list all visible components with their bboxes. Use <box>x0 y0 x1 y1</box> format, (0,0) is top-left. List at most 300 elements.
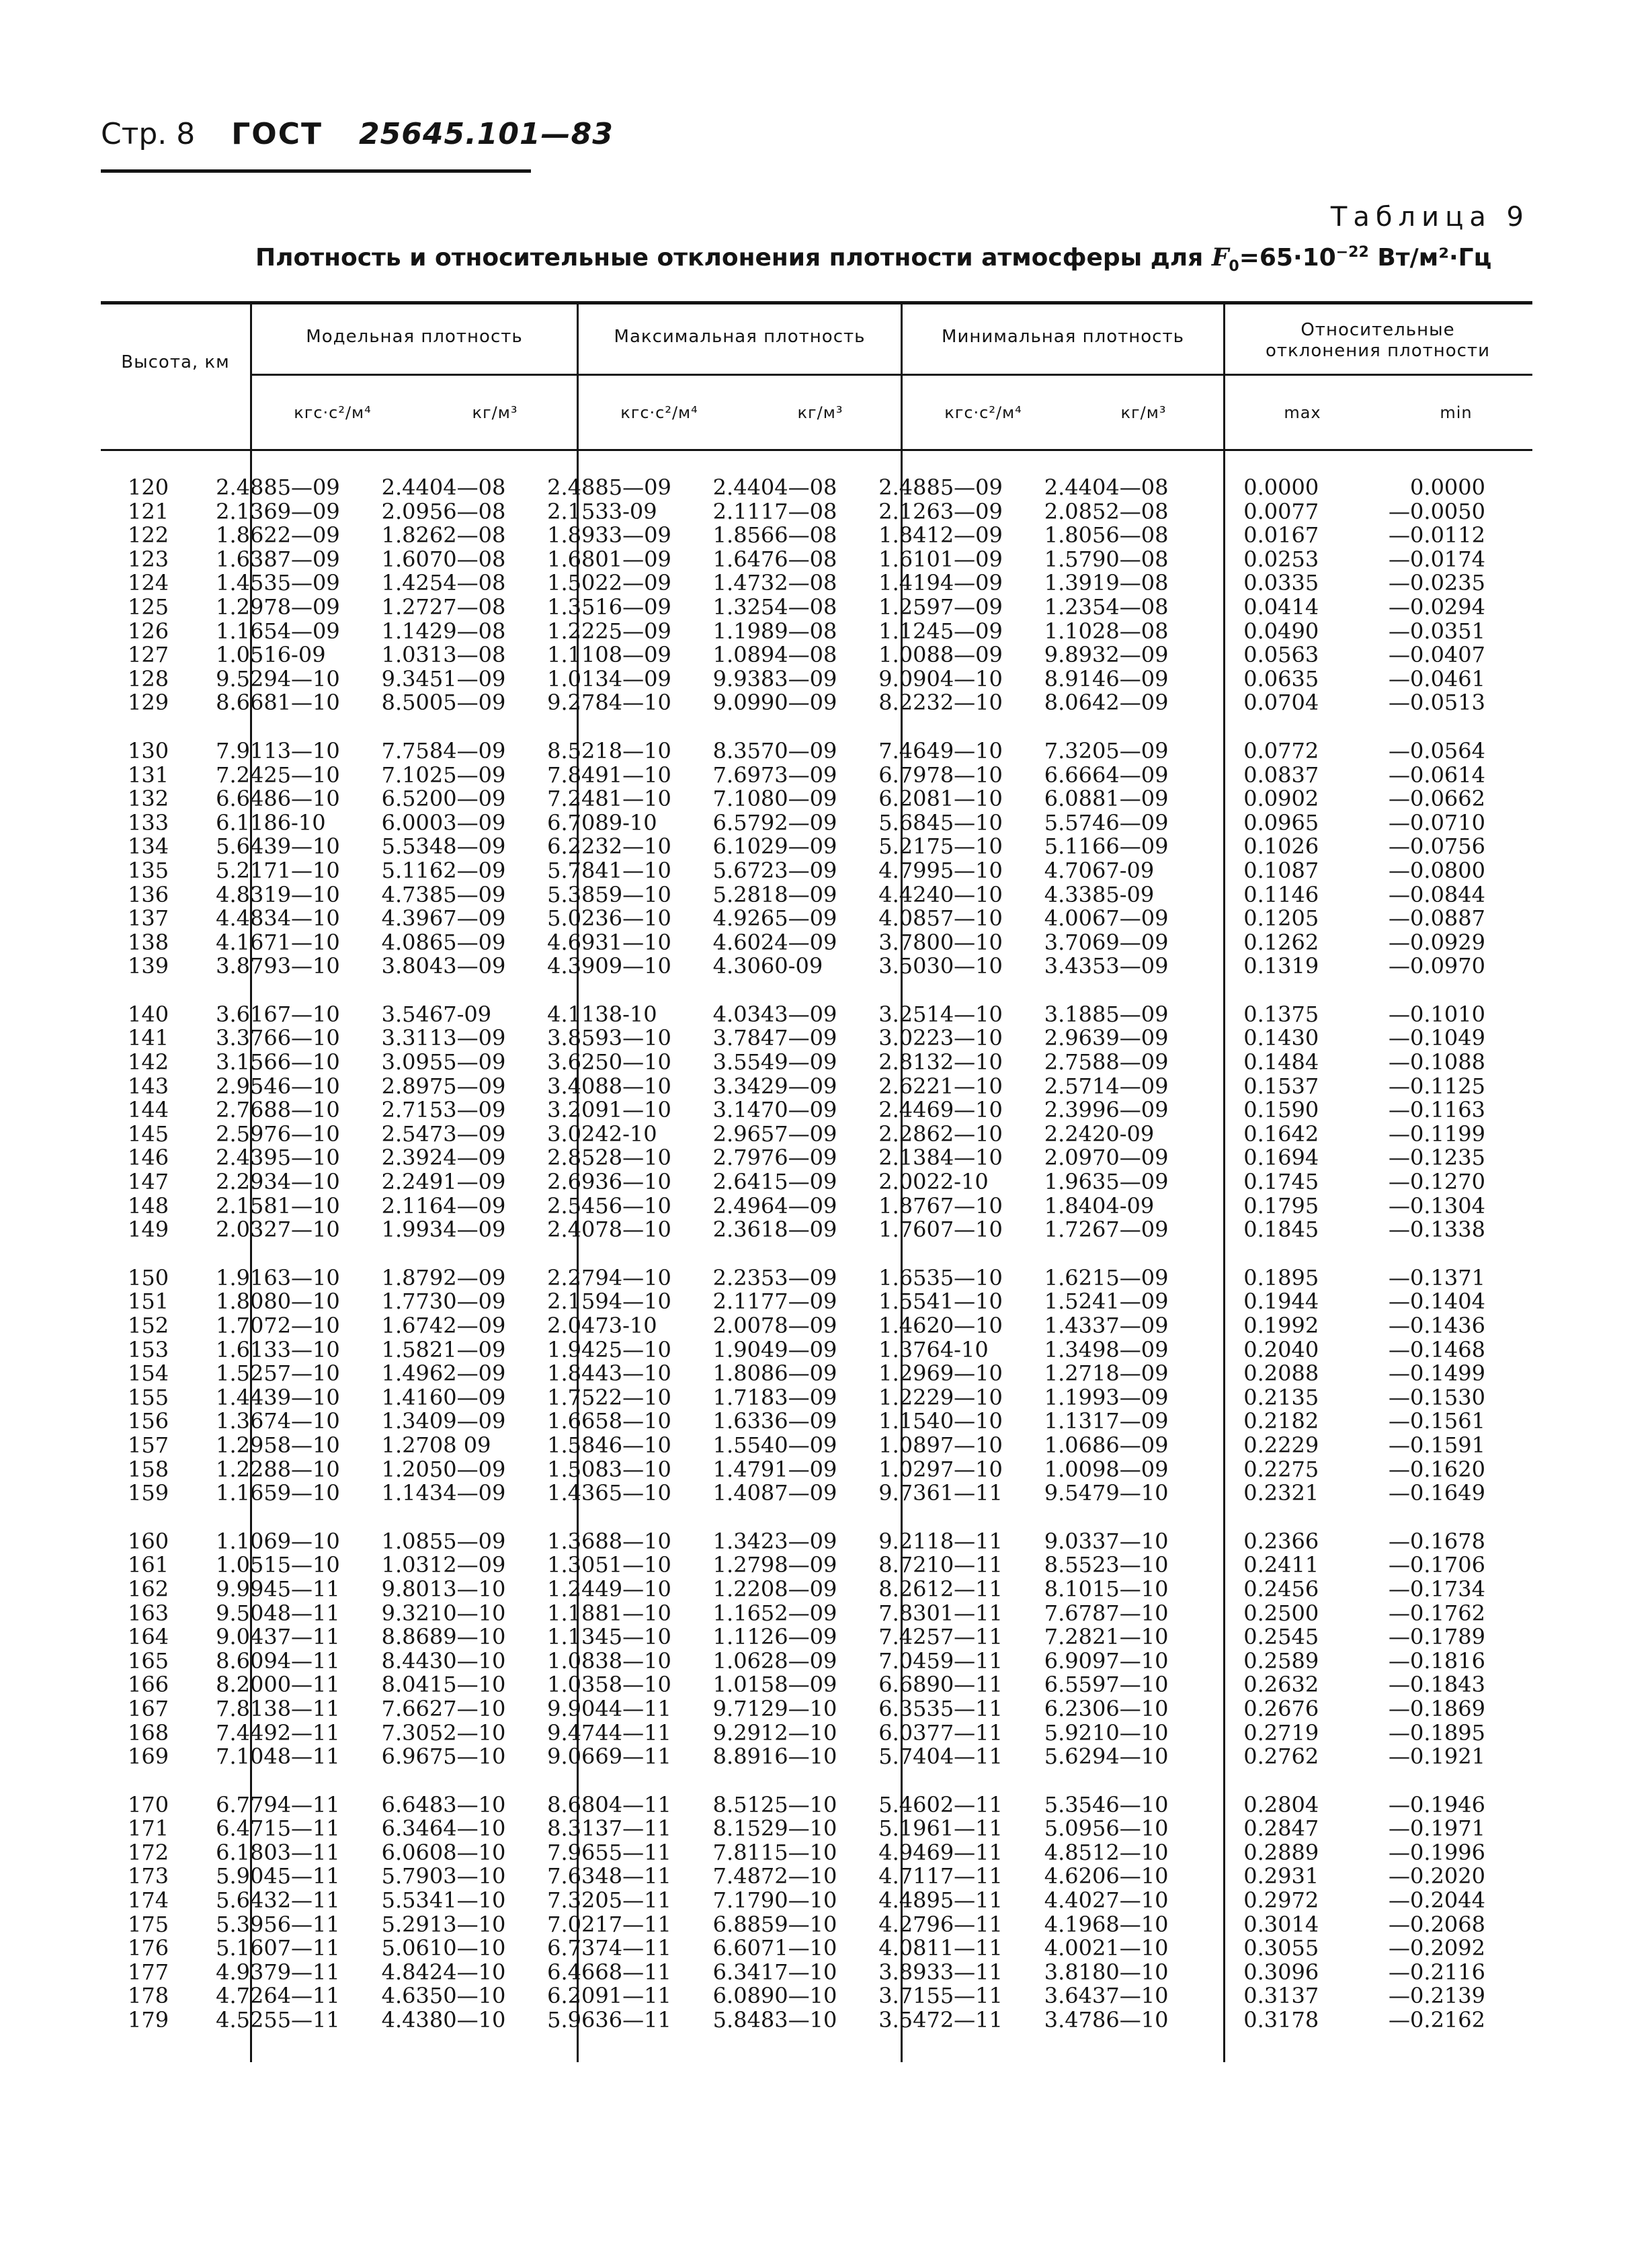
dev-min-cell: —0.2162 <box>1389 2007 1485 2033</box>
dev-max-cell: 0.1026 <box>1243 833 1319 860</box>
table-row <box>101 1673 1532 1697</box>
dev-max-cell: 0.0837 <box>1243 762 1319 788</box>
max-kgs-cell: 8.5218—10 <box>547 737 671 764</box>
min-kg-cell: 4.6206—10 <box>1044 1863 1169 1889</box>
height-cell: 147 <box>128 1169 169 1195</box>
height-cell: 131 <box>128 762 169 788</box>
model-kgs-cell: 1.8080—10 <box>216 1289 340 1315</box>
min-kg-cell: 7.6787—10 <box>1044 1600 1169 1626</box>
table-row <box>101 2008 1532 2033</box>
max-kgs-cell: 3.0242-10 <box>547 1120 657 1147</box>
max-kgs-cell: 1.1108—09 <box>547 642 671 668</box>
table-row <box>101 1697 1532 1721</box>
height-cell: 125 <box>128 594 169 620</box>
table-row <box>101 764 1532 788</box>
model-kg-cell: 2.4404—08 <box>381 475 506 500</box>
dev-min-cell: —0.0513 <box>1389 690 1485 716</box>
height-cell: 173 <box>128 1863 169 1889</box>
height-cell: 177 <box>128 1959 169 1985</box>
min-kg-cell: 1.1028—08 <box>1044 618 1169 644</box>
min-kg-cell: 6.2306—10 <box>1044 1695 1169 1721</box>
min-kg-cell: 1.5790—08 <box>1044 546 1169 572</box>
model-kgs-cell: 5.6432—11 <box>216 1887 340 1914</box>
max-kgs-cell: 1.0358—10 <box>547 1672 671 1698</box>
dev-min-cell: —0.0351 <box>1389 618 1485 644</box>
dev-max-cell: 0.2676 <box>1243 1695 1319 1721</box>
dev-max-cell: 0.0965 <box>1243 809 1319 835</box>
dev-min-cell: —0.1235 <box>1389 1145 1485 1171</box>
max-kgs-cell: 1.6801—09 <box>547 546 671 572</box>
dev-min-cell: —0.1869 <box>1389 1695 1485 1721</box>
dev-max-cell: 0.2040 <box>1243 1336 1319 1362</box>
model-kg-cell: 5.7903—10 <box>381 1863 506 1889</box>
max-kg-cell: 4.0343—09 <box>712 1001 837 1027</box>
table-row <box>101 1913 1532 1937</box>
table-row <box>101 1266 1532 1291</box>
table-row <box>101 1146 1532 1170</box>
dev-max-cell: 0.0000 <box>1243 475 1319 500</box>
dev-max-cell: 0.2229 <box>1243 1432 1319 1458</box>
dev-min-cell: —0.2068 <box>1389 1911 1485 1937</box>
model-kgs-cell: 1.4535—09 <box>216 570 340 596</box>
table-row <box>101 1194 1532 1219</box>
dev-min-cell: —0.0294 <box>1389 594 1485 620</box>
model-kgs-cell: 3.1566—10 <box>216 1049 340 1075</box>
height-cell: 153 <box>128 1336 169 1362</box>
dev-min-cell: —0.1946 <box>1389 1791 1485 1818</box>
dev-min-cell: —0.1816 <box>1389 1647 1485 1674</box>
model-kgs-cell: 2.1369—09 <box>216 498 340 524</box>
model-kgs-cell: 2.2934—10 <box>216 1169 340 1195</box>
max-kgs-cell: 1.5022—09 <box>547 570 671 596</box>
max-kgs-cell: 3.6250—10 <box>547 1049 671 1075</box>
height-cell: 126 <box>128 618 169 644</box>
max-kg-cell: 2.3618—09 <box>712 1217 837 1243</box>
model-kgs-cell: 8.6681—10 <box>216 690 340 716</box>
max-kg-cell: 2.1177—09 <box>712 1289 837 1315</box>
dev-min-cell: —0.1649 <box>1389 1480 1485 1506</box>
min-kg-cell: 6.9097—10 <box>1044 1647 1169 1674</box>
min-kg-cell: 1.4337—09 <box>1044 1313 1169 1338</box>
max-kgs-cell: 1.4365—10 <box>547 1480 671 1506</box>
max-kg-cell: 6.1029—09 <box>712 833 837 860</box>
model-kg-cell: 3.3113—09 <box>381 1025 506 1051</box>
dev-min-cell: —0.0800 <box>1389 857 1485 883</box>
model-kg-cell: 1.2708 09 <box>381 1432 491 1458</box>
max-kg-cell: 1.4791—09 <box>712 1456 837 1482</box>
min-kg-cell: 3.7069—09 <box>1044 929 1169 955</box>
model-kg-cell: 4.8424—10 <box>381 1959 506 1985</box>
max-kg-cell: 4.6024—09 <box>712 929 837 955</box>
min-kg-cell: 4.8512—10 <box>1044 1839 1169 1865</box>
table-row <box>101 1051 1532 1075</box>
model-kgs-cell: 2.1581—10 <box>216 1192 340 1219</box>
model-kg-cell: 4.3967—09 <box>381 905 506 932</box>
max-kg-cell: 9.9383—09 <box>712 665 837 692</box>
min-kgs-cell: 1.3764-10 <box>878 1336 989 1362</box>
table-row <box>101 667 1532 692</box>
table-row <box>101 1218 1532 1242</box>
title-exponent: −22 <box>1335 244 1369 261</box>
model-kgs-cell: 2.4395—10 <box>216 1145 340 1171</box>
max-kg-cell: 1.1652—09 <box>712 1600 837 1626</box>
model-kgs-cell: 1.2978—09 <box>216 594 340 620</box>
model-kgs-cell: 8.2000—11 <box>216 1672 340 1698</box>
max-kgs-cell: 6.7089-10 <box>547 809 657 835</box>
table-row <box>101 1553 1532 1578</box>
table-row <box>101 1865 1532 1889</box>
height-cell: 135 <box>128 857 169 883</box>
dev-max-cell: 0.0704 <box>1243 690 1319 716</box>
dev-min-cell: —0.1591 <box>1389 1432 1485 1458</box>
table-row <box>101 1602 1532 1626</box>
height-cell: 132 <box>128 786 169 812</box>
header-bottom-rule <box>101 449 1532 451</box>
max-kgs-cell: 6.2232—10 <box>547 833 671 860</box>
height-cell: 160 <box>128 1528 169 1554</box>
min-kgs-cell: 1.2597—09 <box>878 594 1003 620</box>
height-cell: 146 <box>128 1145 169 1171</box>
max-kg-cell: 5.2818—09 <box>712 881 837 907</box>
height-cell: 142 <box>128 1049 169 1075</box>
min-kg-cell: 4.7067-09 <box>1044 857 1155 883</box>
model-kg-cell: 9.8013—10 <box>381 1576 506 1602</box>
min-kgs-cell: 3.7155—11 <box>878 1983 1003 2009</box>
height-cell: 158 <box>128 1456 169 1482</box>
max-kgs-cell: 9.0669—11 <box>547 1744 671 1770</box>
min-kgs-cell: 9.7361—11 <box>878 1480 1003 1506</box>
max-kgs-cell: 2.4078—10 <box>547 1217 671 1243</box>
dev-min-cell: —0.1404 <box>1389 1289 1485 1315</box>
min-kgs-cell: 3.8933—11 <box>878 1959 1003 1985</box>
min-kg-cell: 3.8180—10 <box>1044 1959 1169 1985</box>
model-kg-cell: 7.1025—09 <box>381 762 506 788</box>
min-kg-cell: 4.4027—10 <box>1044 1887 1169 1914</box>
model-kgs-cell: 1.6387—09 <box>216 546 340 572</box>
max-kgs-cell: 3.2091—10 <box>547 1097 671 1123</box>
dev-max-cell: 0.0563 <box>1243 642 1319 668</box>
table-row <box>101 1841 1532 1865</box>
dev-min-cell: —0.1678 <box>1389 1528 1485 1554</box>
dev-max-cell: 0.2632 <box>1243 1672 1319 1698</box>
max-kg-cell: 1.9049—09 <box>712 1336 837 1362</box>
table-row <box>101 1961 1532 1985</box>
height-cell: 168 <box>128 1719 169 1746</box>
dev-min-cell: —0.1088 <box>1389 1049 1485 1075</box>
min-kg-cell: 1.7267—09 <box>1044 1217 1169 1243</box>
dev-max-cell: 0.0077 <box>1243 498 1319 524</box>
height-cell: 123 <box>128 546 169 572</box>
min-kgs-cell: 2.8132—10 <box>878 1049 1003 1075</box>
table-row <box>101 835 1532 859</box>
max-kg-cell: 2.2353—09 <box>712 1264 837 1291</box>
header-mid-rule <box>250 374 1532 376</box>
min-kgs-cell: 1.0897—10 <box>878 1432 1003 1458</box>
min-kg-cell: 6.6664—09 <box>1044 762 1169 788</box>
min-kgs-cell: 1.0297—10 <box>878 1456 1003 1482</box>
dev-max-cell: 0.1375 <box>1243 1001 1319 1027</box>
min-kgs-cell: 4.9469—11 <box>878 1839 1003 1865</box>
height-cell: 169 <box>128 1744 169 1770</box>
dev-min-cell: —0.1561 <box>1389 1408 1485 1434</box>
model-kgs-cell: 6.7794—11 <box>216 1791 340 1818</box>
height-cell: 140 <box>128 1001 169 1027</box>
model-kgs-cell: 7.9113—10 <box>216 737 340 764</box>
dev-max-cell: 0.0167 <box>1243 522 1319 548</box>
table-row <box>101 1410 1532 1434</box>
max-kg-cell: 7.1790—10 <box>712 1887 837 1914</box>
model-kgs-cell: 4.9379—11 <box>216 1959 340 1985</box>
max-kgs-cell: 5.3859—10 <box>547 881 671 907</box>
max-kgs-cell: 2.2794—10 <box>547 1264 671 1291</box>
min-kgs-cell: 5.6845—10 <box>878 809 1003 835</box>
max-kgs-cell: 1.1881—10 <box>547 1600 671 1626</box>
max-kg-cell: 3.3429—09 <box>712 1073 837 1099</box>
dev-max-cell: 0.3178 <box>1243 2007 1319 2033</box>
dev-max-cell: 0.2411 <box>1243 1552 1319 1578</box>
max-kg-cell: 1.4732—08 <box>712 570 837 596</box>
min-kgs-cell: 6.0377—11 <box>878 1719 1003 1746</box>
max-kg-cell: 1.0158—09 <box>712 1672 837 1698</box>
min-kgs-cell: 6.3535—11 <box>878 1695 1003 1721</box>
model-kg-cell: 4.7385—09 <box>381 881 506 907</box>
min-kgs-cell: 2.2862—10 <box>878 1120 1003 1147</box>
table-row <box>101 931 1532 955</box>
model-kg-cell: 6.0608—10 <box>381 1839 506 1865</box>
dev-min-cell: —0.2139 <box>1389 1983 1485 2009</box>
dev-max-cell: 0.2500 <box>1243 1600 1319 1626</box>
model-kgs-cell: 1.5257—10 <box>216 1360 340 1387</box>
table-row <box>101 1889 1532 1913</box>
min-kg-cell: 4.0021—10 <box>1044 1935 1169 1961</box>
table-row <box>101 548 1532 572</box>
unit-min-kg: кг/м³ <box>1120 403 1167 422</box>
title-symbol-sub: 0 <box>1229 258 1239 276</box>
min-kg-cell: 1.8056—08 <box>1044 522 1169 548</box>
min-kgs-cell: 2.1263—09 <box>878 498 1003 524</box>
max-kg-cell: 7.8115—10 <box>712 1839 837 1865</box>
unit-min-dev: min <box>1440 403 1473 422</box>
dev-max-cell: 0.2762 <box>1243 1744 1319 1770</box>
model-kg-cell: 3.8043—09 <box>381 953 506 979</box>
dev-max-cell: 0.2456 <box>1243 1576 1319 1602</box>
height-cell: 152 <box>128 1313 169 1338</box>
dev-max-cell: 0.3137 <box>1243 1983 1319 2009</box>
model-kgs-cell: 4.5255—11 <box>216 2007 340 2033</box>
group-spacer <box>101 979 1532 1003</box>
table-top-rule <box>101 301 1532 304</box>
height-cell: 151 <box>128 1289 169 1315</box>
model-kg-cell: 1.4160—09 <box>381 1384 506 1410</box>
min-kgs-cell: 5.7404—11 <box>878 1744 1003 1770</box>
min-kg-cell: 4.1968—10 <box>1044 1911 1169 1937</box>
table-row <box>101 1984 1532 2008</box>
model-kgs-cell: 5.9045—11 <box>216 1863 340 1889</box>
model-kgs-cell: 2.5976—10 <box>216 1120 340 1147</box>
min-kg-cell: 5.9210—10 <box>1044 1719 1169 1746</box>
max-kgs-cell: 1.2449—10 <box>547 1576 671 1602</box>
max-kgs-cell: 6.4668—11 <box>547 1959 671 1985</box>
min-kg-cell: 4.0067—09 <box>1044 905 1169 932</box>
max-kg-cell: 6.5792—09 <box>712 809 837 835</box>
table-row <box>101 500 1532 524</box>
model-kgs-cell: 1.8622—09 <box>216 522 340 548</box>
height-cell: 179 <box>128 2007 169 2033</box>
model-kg-cell: 6.5200—09 <box>381 786 506 812</box>
model-kg-cell: 9.3210—10 <box>381 1600 506 1626</box>
max-kg-cell: 1.4087—09 <box>712 1480 837 1506</box>
table-row <box>101 1290 1532 1314</box>
table-row <box>101 1026 1532 1051</box>
dev-max-cell: 0.1795 <box>1243 1192 1319 1219</box>
min-kgs-cell: 3.0223—10 <box>878 1025 1003 1051</box>
max-kg-cell: 8.8916—10 <box>712 1744 837 1770</box>
model-kgs-cell: 1.1654—09 <box>216 618 340 644</box>
table-row <box>101 1745 1532 1769</box>
dev-max-cell: 0.1992 <box>1243 1313 1319 1338</box>
max-kgs-cell: 6.7374—11 <box>547 1935 671 1961</box>
table-row <box>101 1122 1532 1147</box>
max-kgs-cell: 1.0838—10 <box>547 1647 671 1674</box>
dev-max-cell: 0.1205 <box>1243 905 1319 932</box>
model-kgs-cell: 7.8138—11 <box>216 1695 340 1721</box>
min-kg-cell: 9.8932—09 <box>1044 642 1169 668</box>
dev-max-cell: 0.2719 <box>1243 1719 1319 1746</box>
height-cell: 155 <box>128 1384 169 1410</box>
height-cell: 124 <box>128 570 169 596</box>
max-kg-cell: 4.9265—09 <box>712 905 837 932</box>
min-kg-cell: 1.3498—09 <box>1044 1336 1169 1362</box>
max-kgs-cell: 1.3516—09 <box>547 594 671 620</box>
max-kgs-cell: 2.5456—10 <box>547 1192 671 1219</box>
max-kg-cell: 1.6476—08 <box>712 546 837 572</box>
model-kg-cell: 1.8262—08 <box>381 522 506 548</box>
model-kg-cell: 1.2727—08 <box>381 594 506 620</box>
dev-min-cell: —0.2092 <box>1389 1935 1485 1961</box>
max-kg-cell: 1.0628—09 <box>712 1647 837 1674</box>
model-kgs-cell: 1.9163—10 <box>216 1264 340 1291</box>
height-cell: 175 <box>128 1911 169 1937</box>
min-kg-cell: 1.0098—09 <box>1044 1456 1169 1482</box>
dev-max-cell: 0.1944 <box>1243 1289 1319 1315</box>
dev-min-cell: —0.0844 <box>1389 881 1485 907</box>
min-kgs-cell: 7.4649—10 <box>878 737 1003 764</box>
min-kgs-cell: 9.0904—10 <box>878 665 1003 692</box>
min-kg-cell: 1.9635—09 <box>1044 1169 1169 1195</box>
dev-min-cell: —0.0710 <box>1389 809 1485 835</box>
table-row <box>101 620 1532 644</box>
dev-min-cell: —0.1125 <box>1389 1073 1485 1099</box>
height-cell: 148 <box>128 1192 169 1219</box>
dev-min-cell: —0.1996 <box>1389 1839 1485 1865</box>
dev-min-cell: 0.0000 <box>1410 475 1485 500</box>
min-kgs-cell: 8.7210—11 <box>878 1552 1003 1578</box>
header-rule <box>101 169 531 173</box>
max-kgs-cell: 8.3137—11 <box>547 1815 671 1842</box>
max-kgs-cell: 7.2481—10 <box>547 786 671 812</box>
min-kgs-cell: 1.8767—10 <box>878 1192 1003 1219</box>
min-kg-cell: 4.3385-09 <box>1044 881 1155 907</box>
min-kgs-cell: 3.5030—10 <box>878 953 1003 979</box>
min-kg-cell: 5.6294—10 <box>1044 1744 1169 1770</box>
max-kgs-cell: 1.6658—10 <box>547 1408 671 1434</box>
max-kgs-cell: 7.6348—11 <box>547 1863 671 1889</box>
height-cell: 163 <box>128 1600 169 1626</box>
min-kg-cell: 3.1885—09 <box>1044 1001 1169 1027</box>
model-kg-cell: 9.3451—09 <box>381 665 506 692</box>
dev-max-cell: 0.1895 <box>1243 1264 1319 1291</box>
max-kg-cell: 1.1989—08 <box>712 618 837 644</box>
table-row <box>101 1314 1532 1338</box>
table-title <box>255 243 1491 275</box>
table-row <box>101 1721 1532 1746</box>
max-kgs-cell: 1.3688—10 <box>547 1528 671 1554</box>
model-kg-cell: 5.5341—10 <box>381 1887 506 1914</box>
page-number: Стр. 8 <box>101 117 196 151</box>
height-cell: 127 <box>128 642 169 668</box>
col-header-height: Высота, км <box>121 352 230 372</box>
model-kgs-cell: 1.7072—10 <box>216 1313 340 1338</box>
max-kg-cell: 9.0990—09 <box>712 690 837 716</box>
col-header-min-density: Минимальная плотность <box>942 327 1184 347</box>
title-symbol: F <box>1211 243 1229 272</box>
model-kgs-cell: 6.1186-10 <box>216 809 326 835</box>
table-row <box>101 787 1532 811</box>
model-kgs-cell: 7.4492—11 <box>216 1719 340 1746</box>
dev-min-cell: —0.1921 <box>1389 1744 1485 1770</box>
dev-min-cell: —0.1436 <box>1389 1313 1485 1338</box>
table-row <box>101 524 1532 548</box>
max-kgs-cell: 2.6936—10 <box>547 1169 671 1195</box>
min-kg-cell: 3.4786—10 <box>1044 2007 1169 2033</box>
min-kgs-cell: 1.4194—09 <box>878 570 1003 596</box>
min-kg-cell: 8.5523—10 <box>1044 1552 1169 1578</box>
model-kgs-cell: 5.3956—11 <box>216 1911 340 1937</box>
dev-max-cell: 0.0635 <box>1243 665 1319 692</box>
max-kgs-cell: 4.3909—10 <box>547 953 671 979</box>
model-kg-cell: 5.1162—09 <box>381 857 506 883</box>
dev-min-cell: —0.1304 <box>1389 1192 1485 1219</box>
max-kg-cell: 9.7129—10 <box>712 1695 837 1721</box>
max-kgs-cell: 1.1345—10 <box>547 1624 671 1650</box>
model-kgs-cell: 7.2425—10 <box>216 762 340 788</box>
model-kg-cell: 1.3409—09 <box>381 1408 506 1434</box>
max-kg-cell: 6.3417—10 <box>712 1959 837 1985</box>
min-kgs-cell: 6.6890—11 <box>878 1672 1003 1698</box>
min-kgs-cell: 4.7117—11 <box>878 1863 1003 1889</box>
model-kg-cell: 6.0003—09 <box>381 809 506 835</box>
min-kg-cell: 7.3205—09 <box>1044 737 1169 764</box>
model-kg-cell: 1.7730—09 <box>381 1289 506 1315</box>
max-kg-cell: 8.3570—09 <box>712 737 837 764</box>
model-kgs-cell: 1.6133—10 <box>216 1336 340 1362</box>
table-row <box>101 1817 1532 1841</box>
dev-min-cell: —0.0662 <box>1389 786 1485 812</box>
table-row <box>101 1434 1532 1458</box>
height-cell: 164 <box>128 1624 169 1650</box>
dev-max-cell: 0.2931 <box>1243 1863 1319 1889</box>
dev-min-cell: —0.0050 <box>1389 498 1485 524</box>
max-kg-cell: 2.1117—08 <box>712 498 837 524</box>
max-kg-cell: 6.0890—10 <box>712 1983 837 2009</box>
min-kg-cell: 1.1993—09 <box>1044 1384 1169 1410</box>
max-kg-cell: 1.7183—09 <box>712 1384 837 1410</box>
dev-max-cell: 0.2321 <box>1243 1480 1319 1506</box>
model-kg-cell: 4.6350—10 <box>381 1983 506 2009</box>
standard-number: 25645.101—83 <box>359 117 614 151</box>
min-kgs-cell: 2.4469—10 <box>878 1097 1003 1123</box>
height-cell: 162 <box>128 1576 169 1602</box>
